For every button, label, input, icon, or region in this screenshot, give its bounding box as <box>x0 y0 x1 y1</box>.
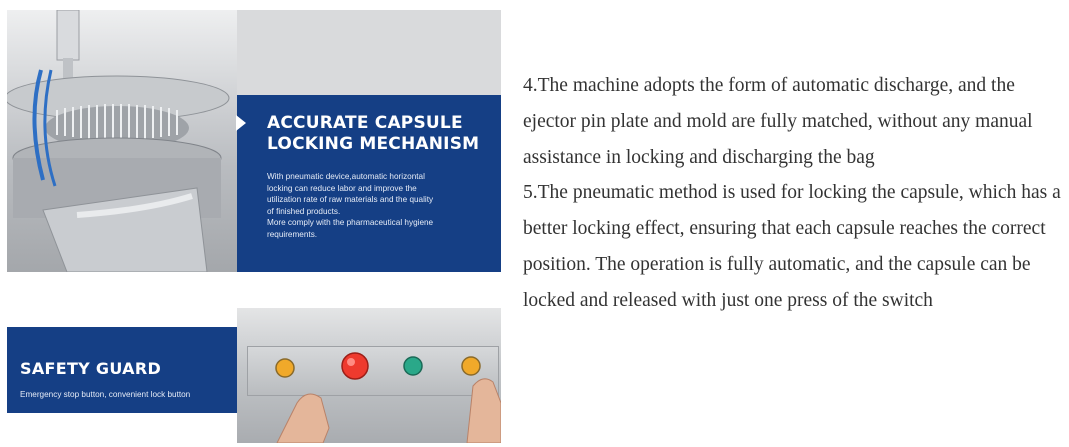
lock-button-icon <box>462 357 480 375</box>
emergency-stop-button-icon <box>342 353 368 379</box>
safety-guard-description: Emergency stop button, convenient lock button <box>20 390 191 399</box>
control-panel-photo <box>237 308 501 443</box>
locking-mechanism-title: ACCURATE CAPSULE LOCKING MECHANISM <box>267 113 480 154</box>
feature-description <box>523 68 1063 319</box>
lock-button-icon <box>276 359 294 377</box>
locking-mechanism-description: With pneumatic device,automatic horizontal locking can reduce labor and improve the utilization rate of raw materials and the quality of finished products. More comply with the pharmaceutical hygiene requirements. <box>267 172 434 239</box>
safety-guard-card <box>7 327 237 413</box>
description-point-4: 4.The machine adopts the form of automatic discharge, and the ejector pin plate and mold are fully matched, without any manual assistance in locking and discharging the bag <box>523 75 1033 168</box>
capsule-machine-photo <box>7 10 237 272</box>
pointer-arrow-icon <box>236 115 246 131</box>
locking-mechanism-panel <box>7 10 501 272</box>
locking-mechanism-card <box>237 95 501 272</box>
green-button-icon <box>404 357 422 375</box>
description-point-5: 5.The pneumatic method is used for locking the capsule, which has a better locking effect, ensuring that each capsule reaches the correct position. The operation is fully automatic, and the capsule can be locked and released with just one press of the switch <box>523 182 1061 311</box>
safety-guard-title: SAFETY GUARD <box>20 359 162 378</box>
